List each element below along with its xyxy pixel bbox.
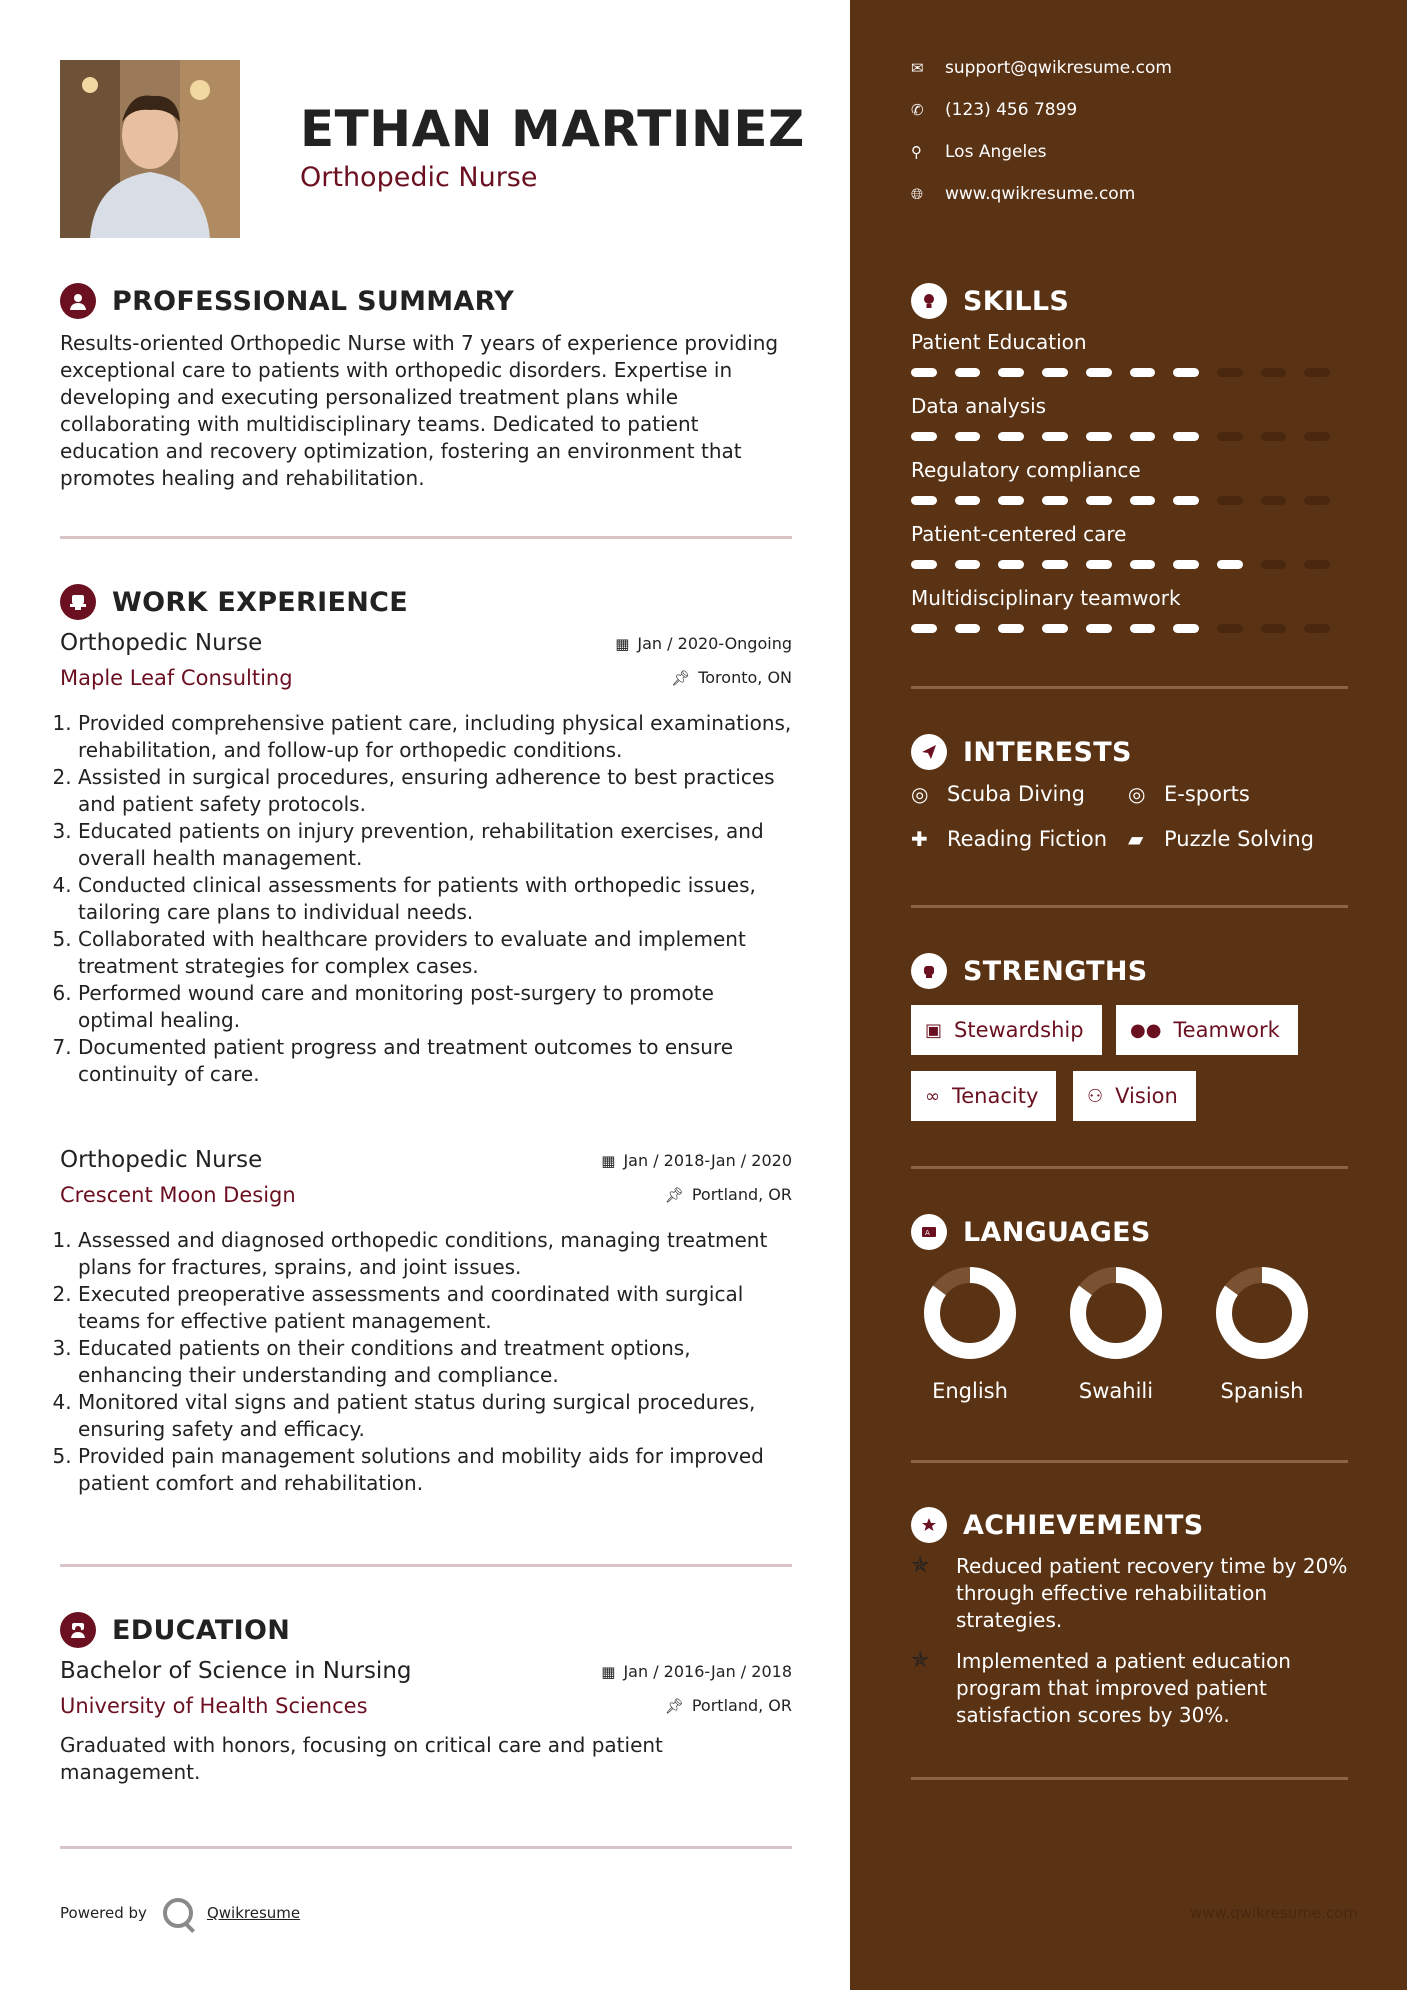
user-icon <box>60 283 96 319</box>
rating-dash <box>1217 560 1243 569</box>
strength-label: Stewardship <box>954 1018 1084 1042</box>
interests-heading: INTERESTS <box>963 736 1132 768</box>
rating-dash <box>1173 432 1199 441</box>
life-ring-icon: ◎ <box>1128 782 1146 806</box>
strength-label: Vision <box>1115 1084 1178 1108</box>
languages-header <box>911 1214 1151 1250</box>
job-entry <box>60 1147 792 1497</box>
rating-dash <box>911 624 937 633</box>
work-heading: WORK EXPERIENCE <box>112 586 408 618</box>
rating-dash <box>1173 624 1199 633</box>
rating-dash <box>1217 432 1243 441</box>
work-header <box>60 584 408 620</box>
rating-dash <box>1304 496 1330 505</box>
sidebar-divider <box>911 905 1348 908</box>
interest-item <box>1128 782 1250 806</box>
education-header <box>60 1612 290 1648</box>
rating-dash <box>955 496 981 505</box>
job-bullet: 2. Executed preoperative assessments and coordinated with surgical teams for effective patient management. <box>78 1281 792 1335</box>
rating-dash <box>998 496 1024 505</box>
school-name: University of Health Sciences <box>60 1694 368 1718</box>
job-bullet: 1. Provided comprehensive patient care, including physical examinations, rehabilitation, and follow-up for orthopedic conditions. <box>78 710 792 764</box>
lightbulb-icon <box>911 283 947 319</box>
rating-dash <box>1304 560 1330 569</box>
rating-dash <box>1173 496 1199 505</box>
calendar-icon: ▦ <box>601 1151 616 1170</box>
skills-heading: SKILLS <box>963 285 1070 317</box>
rating-dash <box>1261 624 1287 633</box>
job-title: Orthopedic Nurse <box>60 1147 263 1173</box>
fist-icon <box>911 953 947 989</box>
rating-dash <box>1086 624 1112 633</box>
rating-dash <box>1130 560 1156 569</box>
job-date-text: Jan / 2020-Ongoing <box>637 634 792 653</box>
map-pin-icon: ⚲ <box>911 143 922 161</box>
rating-dash <box>1042 496 1068 505</box>
briefcase-icon <box>60 584 96 620</box>
language-label: Swahili <box>1078 1379 1154 1403</box>
envelope-icon: ✉ <box>911 59 924 77</box>
candidate-title: Orthopedic Nurse <box>300 162 538 193</box>
rating-dash <box>1217 624 1243 633</box>
contact-phone-text: (123) 456 7899 <box>945 100 1078 120</box>
achievements-header <box>911 1507 1204 1543</box>
education-date-text: Jan / 2016-Jan / 2018 <box>623 1662 792 1681</box>
rating-dash <box>1304 432 1330 441</box>
sidebar-divider <box>911 1166 1348 1169</box>
strengths-heading: STRENGTHS <box>963 955 1148 987</box>
education-entry <box>60 1658 792 1718</box>
strength-badge <box>911 1071 1056 1121</box>
rating-dash <box>1042 432 1068 441</box>
rating-dash <box>1086 496 1112 505</box>
calendar-icon: ▦ <box>601 1662 616 1681</box>
language-label: Spanish <box>1220 1379 1304 1403</box>
skill-name: Multidisciplinary teamwork <box>911 586 1181 610</box>
language-item <box>1056 1265 1176 1403</box>
gamepad-icon: ✚ <box>911 827 928 851</box>
language-ring <box>922 1265 1018 1361</box>
job-bullet: 5. Provided pain management solutions and mobility aids for improved patient comfort and rehabilitation. <box>78 1443 792 1497</box>
language-label: English <box>932 1379 1008 1403</box>
job-bullet: 2. Assisted in surgical procedures, ensuring adherence to best practices and patient safety protocols. <box>78 764 792 818</box>
job-date <box>615 634 792 653</box>
rating-dash <box>1173 560 1199 569</box>
contact-email-text: support@qwikresume.com <box>945 58 1172 78</box>
skill-rating <box>911 624 1348 633</box>
interest-label: E-sports <box>1164 782 1250 806</box>
rating-dash <box>1304 368 1330 377</box>
rating-dash <box>1042 624 1068 633</box>
job-bullet: 3. Educated patients on their conditions and treatment options, enhancing their understanding and compliance. <box>78 1335 792 1389</box>
job-bullet: 1. Assessed and diagnosed orthopedic conditions, managing treatment plans for fractures, sprains, and joint issues. <box>78 1227 792 1281</box>
skill-item <box>911 394 1348 441</box>
skill-rating <box>911 496 1348 505</box>
section-divider <box>60 1846 792 1849</box>
rating-dash <box>1042 560 1068 569</box>
job-bullet: 5. Collaborated with healthcare providers to evaluate and implement treatment strategies for complex cases. <box>78 926 792 980</box>
profile-photo <box>60 60 240 238</box>
footer-powered <box>60 1898 300 1928</box>
language-ring <box>1068 1265 1164 1361</box>
rating-dash <box>1261 368 1287 377</box>
svg-text:A: A <box>925 1229 930 1237</box>
contact-location <box>911 142 1047 162</box>
rating-dash <box>1173 368 1199 377</box>
summary-text: Results-oriented Orthopedic Nurse with 7 years of experience providing exceptional care to patients with orthopedic disorders. Expertise in developing and executing personalized treatment plans while collaborating with multidisciplinary teams. Dedicated to patient education and recovery optimization, fostering an environment that promotes healing and rehabilitation. <box>60 331 779 490</box>
powered-by-label: Powered by <box>60 1904 147 1922</box>
candidate-name: ETHAN MARTINEZ <box>300 100 805 158</box>
job-location-text: Portland, OR <box>691 1185 792 1204</box>
job-bullet: 4. Monitored vital signs and patient status during surgical procedures, ensuring safety and efficacy. <box>78 1389 792 1443</box>
strength-badge <box>1116 1005 1298 1055</box>
rating-dash <box>1130 496 1156 505</box>
sidebar-divider <box>911 686 1348 689</box>
pin-icon: 📌︎ <box>664 1696 684 1715</box>
rating-dash <box>1217 368 1243 377</box>
contact-email[interactable] <box>911 58 1172 78</box>
interest-label: Puzzle Solving <box>1164 827 1314 851</box>
paper-plane-icon <box>911 734 947 770</box>
life-ring-icon: ◎ <box>911 782 929 806</box>
language-ring <box>1214 1265 1310 1361</box>
rating-dash <box>911 560 937 569</box>
job-bullet: 7. Documented patient progress and treatment outcomes to ensure continuity of care. <box>78 1034 792 1088</box>
education-text: Graduated with honors, focusing on critical care and patient management. <box>60 1733 663 1784</box>
job-location-text: Toronto, ON <box>698 668 792 687</box>
rating-dash <box>998 432 1024 441</box>
job-company: Maple Leaf Consulting <box>60 666 293 690</box>
qwikresume-logo-icon <box>163 1898 193 1928</box>
summary-header <box>60 283 514 319</box>
achievement-item <box>911 1553 1348 1634</box>
rating-dash <box>1086 560 1112 569</box>
strength-label: Tenacity <box>952 1084 1039 1108</box>
job-date-text: Jan / 2018-Jan / 2020 <box>623 1151 792 1170</box>
job-bullet: 4. Conducted clinical assessments for patients with orthopedic issues, tailoring care plans to individual needs. <box>78 872 792 926</box>
rating-dash <box>955 624 981 633</box>
skill-item <box>911 586 1348 633</box>
rating-dash <box>998 624 1024 633</box>
rating-dash <box>955 560 981 569</box>
rating-dash <box>1086 368 1112 377</box>
job-entry <box>60 630 792 1088</box>
rating-dash <box>955 368 981 377</box>
link-icon: ∞ <box>925 1085 940 1107</box>
rating-dash <box>1261 496 1287 505</box>
rating-dash <box>1086 432 1112 441</box>
achievements-heading: ACHIEVEMENTS <box>963 1509 1204 1541</box>
skill-name: Patient-centered care <box>911 522 1127 546</box>
rating-dash <box>1304 624 1330 633</box>
interest-item <box>911 827 1107 851</box>
rating-dash <box>1130 624 1156 633</box>
education-heading: EDUCATION <box>112 1614 291 1646</box>
footer-website: www.qwikresume.com <box>1190 1904 1358 1922</box>
rating-dash <box>911 368 937 377</box>
binoculars-icon: ⚇ <box>1087 1085 1104 1107</box>
rating-dash <box>1042 368 1068 377</box>
star-icon: ✯ <box>911 1648 930 1673</box>
skill-name: Regulatory compliance <box>911 458 1141 482</box>
rating-dash <box>911 432 937 441</box>
skill-rating <box>911 368 1348 377</box>
sidebar-divider <box>911 1777 1348 1780</box>
rating-dash <box>1261 432 1287 441</box>
briefcase-icon: ▣ <box>925 1019 943 1041</box>
language-item <box>1202 1265 1322 1403</box>
languages-heading: LANGUAGES <box>963 1216 1151 1248</box>
strength-badge <box>1073 1071 1196 1121</box>
contact-website-text: www.qwikresume.com <box>945 184 1136 204</box>
rating-dash <box>998 368 1024 377</box>
achievement-item <box>911 1648 1348 1729</box>
skills-header <box>911 283 1069 319</box>
calendar-icon: ▦ <box>615 634 630 653</box>
summary-heading: PROFESSIONAL SUMMARY <box>112 285 515 317</box>
strengths-header <box>911 953 1148 989</box>
job-location <box>665 1185 792 1204</box>
strength-badge <box>911 1005 1102 1055</box>
education-location-text: Portland, OR <box>691 1696 792 1715</box>
job-date <box>601 1151 792 1170</box>
rating-dash <box>955 432 981 441</box>
strength-label: Teamwork <box>1173 1018 1280 1042</box>
contact-location-text: Los Angeles <box>945 142 1047 162</box>
contact-phone[interactable] <box>911 100 1077 120</box>
job-bullets <box>60 710 792 1088</box>
skill-item <box>911 458 1348 505</box>
rating-dash <box>911 496 937 505</box>
rating-dash <box>1261 560 1287 569</box>
skill-name: Data analysis <box>911 394 1047 418</box>
rating-dash <box>1130 368 1156 377</box>
job-bullets <box>60 1227 792 1497</box>
phone-icon: ✆ <box>911 101 924 119</box>
rating-dash <box>998 560 1024 569</box>
interest-item <box>911 782 1085 806</box>
section-divider <box>60 536 792 539</box>
users-icon: ●● <box>1130 1019 1162 1041</box>
interests-header <box>911 734 1132 770</box>
contact-website[interactable] <box>911 184 1135 204</box>
pin-icon: 📌︎ <box>671 668 691 687</box>
skill-rating <box>911 432 1348 441</box>
job-company: Crescent Moon Design <box>60 1183 296 1207</box>
skill-item <box>911 330 1348 377</box>
section-divider <box>60 1564 792 1567</box>
language-item <box>910 1265 1030 1403</box>
interest-label: Scuba Diving <box>947 782 1085 806</box>
pin-icon: 📌︎ <box>664 1185 684 1204</box>
skill-rating <box>911 560 1348 569</box>
skill-name: Patient Education <box>911 330 1087 354</box>
sidebar-divider <box>911 1460 1348 1463</box>
star-badge-icon <box>911 1507 947 1543</box>
rating-dash <box>1217 496 1243 505</box>
graduate-icon <box>60 1612 96 1648</box>
language-icon <box>911 1214 947 1250</box>
brand-link[interactable]: Qwikresume <box>206 1904 301 1922</box>
book-icon: ▰ <box>1128 827 1144 851</box>
education-location <box>665 1696 792 1715</box>
star-icon: ✯ <box>911 1553 930 1578</box>
rating-dash <box>1130 432 1156 441</box>
education-date <box>601 1662 792 1681</box>
interest-label: Reading Fiction <box>947 827 1108 851</box>
job-bullet: 3. Educated patients on injury prevention, rehabilitation exercises, and overall health management. <box>78 818 792 872</box>
job-title: Orthopedic Nurse <box>60 630 263 656</box>
job-location <box>671 668 792 687</box>
globe-icon: 🌐︎ <box>911 185 924 203</box>
achievement-text: Reduced patient recovery time by 20% through effective rehabilitation strategies. <box>956 1554 1348 1632</box>
job-bullet: 6. Performed wound care and monitoring post-surgery to promote optimal healing. <box>78 980 792 1034</box>
interest-item <box>1128 827 1314 851</box>
skill-item <box>911 522 1348 569</box>
degree-title: Bachelor of Science in Nursing <box>60 1658 412 1684</box>
achievement-text: Implemented a patient education program that improved patient satisfaction scores by 30%. <box>956 1649 1291 1727</box>
